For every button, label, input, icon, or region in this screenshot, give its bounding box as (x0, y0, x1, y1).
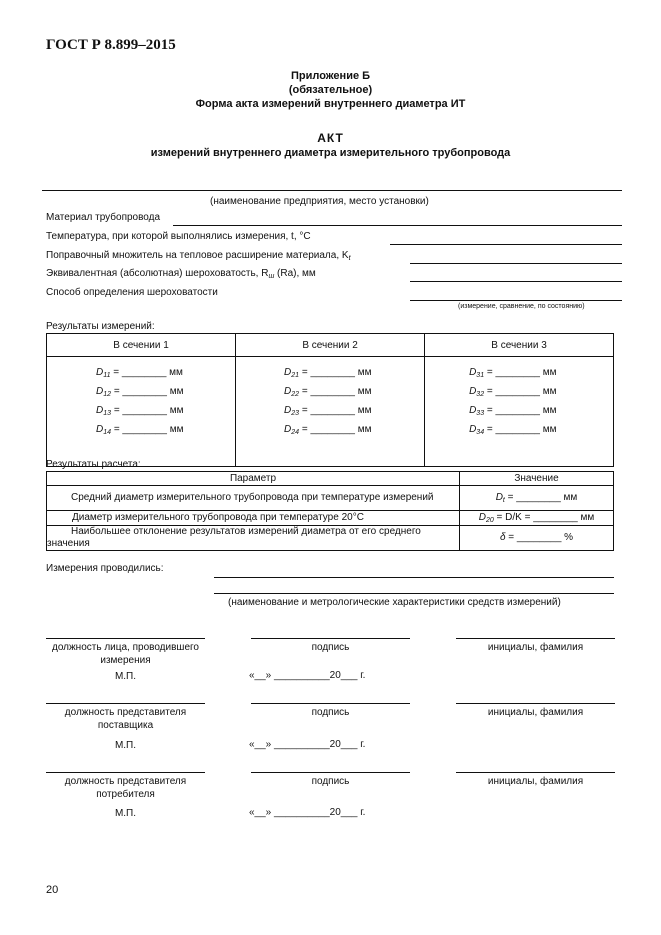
correction-label: Поправочный множитель на тепловое расширение материала, $K_t$ (46, 250, 351, 262)
roughness-line[interactable] (410, 281, 622, 282)
name-line[interactable] (456, 703, 615, 704)
role-caption: должность представителя поставщика (64, 707, 187, 731)
roughness-label: Эквивалентная (абсолютная) шероховатость, $R_ш$ (Ra), мм (46, 268, 316, 280)
material-line[interactable] (173, 225, 622, 226)
value-cell[interactable]: δ = ________ % (460, 526, 614, 551)
role-caption: должность лица, проводившего измерения (51, 642, 199, 666)
instruments-line-1[interactable] (214, 577, 614, 578)
temperature-label: Температура, при которой выполнялись измерения, t, °С (46, 231, 311, 242)
method-caption: (измерение, сравнение, по состоянию) (458, 303, 585, 310)
date-field[interactable]: «__» __________20___ г. (249, 807, 366, 818)
value-cell[interactable]: $D_t$ = ________ мм (460, 486, 614, 511)
act-title: АКТ (317, 131, 344, 145)
value-cell[interactable]: $D_{20} = D/K$ = ________ мм (460, 511, 614, 526)
role-line[interactable] (46, 772, 205, 773)
measurement-table (46, 333, 614, 467)
instruments-caption: (наименование и метрологические характеристики средств измерений) (228, 597, 561, 608)
roughness-method-line[interactable] (410, 300, 622, 301)
roughness-method-label: Способ определения шероховатости (46, 287, 218, 298)
section-3-header: В сечении 3 (425, 334, 614, 357)
name-line[interactable] (456, 638, 615, 639)
measurement-row[interactable]: $D_{34}$ = ________ мм (469, 424, 557, 436)
role-caption: должность представителя потребителя (64, 776, 187, 800)
measurement-row[interactable]: $D_{22}$ = ________ мм (284, 386, 372, 398)
section-3-values (425, 357, 614, 467)
calc-title: Результаты расчета: (46, 459, 141, 470)
param-cell: Наибольшее отклонение результатов измерений диаметра от его среднего значения (47, 526, 460, 551)
measurement-row[interactable]: $D_{31}$ = ________ мм (469, 367, 557, 379)
name-caption: инициалы, фамилия (487, 776, 584, 787)
signature-line[interactable] (251, 638, 410, 639)
calc-table (46, 471, 614, 551)
signature-caption: подпись (311, 707, 350, 718)
signature-line[interactable] (251, 772, 410, 773)
section-1-header: В сечении 1 (47, 334, 236, 357)
name-caption: инициалы, фамилия (487, 707, 584, 718)
measurement-row[interactable]: $D_{24}$ = ________ мм (284, 424, 372, 436)
measurement-row[interactable]: $D_{23}$ = ________ мм (284, 405, 372, 417)
appendix-title: Приложение Б (290, 70, 371, 82)
param-cell: Диаметр измерительного трубопровода при температуре 20°С (47, 511, 460, 526)
measurement-row[interactable]: $D_{33}$ = ________ мм (469, 405, 557, 417)
results-title: Результаты измерений: (46, 321, 155, 332)
correction-line[interactable] (410, 263, 622, 264)
enterprise-caption: (наименование предприятия, место установки) (210, 196, 429, 207)
stamp-label: М.П. (114, 740, 137, 751)
measurement-row[interactable]: $D_{12}$ = ________ мм (96, 386, 184, 398)
role-line[interactable] (46, 703, 205, 704)
name-caption: инициалы, фамилия (487, 642, 584, 653)
section-2-header: В сечении 2 (236, 334, 425, 357)
measurement-row[interactable]: $D_{32}$ = ________ мм (469, 386, 557, 398)
role-line[interactable] (46, 638, 205, 639)
instruments-line-2[interactable] (214, 593, 614, 594)
page-number: 20 (46, 884, 59, 896)
instruments-label: Измерения проводились: (46, 563, 164, 574)
material-label: Материал трубопровода (46, 212, 161, 223)
section-1-values (47, 357, 236, 467)
name-line[interactable] (456, 772, 615, 773)
signature-line[interactable] (251, 703, 410, 704)
form-title: Форма акта измерений внутреннего диаметра ИТ (195, 98, 466, 110)
stamp-label: М.П. (114, 808, 137, 819)
standard-code: ГОСТ Р 8.899–2015 (46, 37, 176, 53)
signature-caption: подпись (311, 776, 350, 787)
enterprise-line[interactable] (42, 190, 622, 191)
measurement-row[interactable]: $D_{13}$ = ________ мм (96, 405, 184, 417)
measurement-row[interactable]: $D_{21}$ = ________ мм (284, 367, 372, 379)
measurement-row[interactable]: $D_{14}$ = ________ мм (96, 424, 184, 436)
temperature-line[interactable] (390, 244, 622, 245)
date-field[interactable]: «__» __________20___ г. (249, 670, 366, 681)
date-field[interactable]: «__» __________20___ г. (249, 739, 366, 750)
stamp-label: М.П. (114, 671, 137, 682)
param-cell: Средний диаметр измерительного трубопровода при температуре измерений (47, 486, 460, 511)
signature-caption: подпись (311, 642, 350, 653)
value-column-header: Значение (460, 472, 614, 486)
measurement-row[interactable]: $D_{11}$ = ________ мм (96, 367, 183, 379)
section-2-values (236, 357, 425, 467)
appendix-status: (обязательное) (288, 84, 373, 96)
act-subtitle: измерений внутреннего диаметра измерительного трубопровода (150, 147, 511, 159)
param-column-header: Параметр (47, 472, 460, 486)
